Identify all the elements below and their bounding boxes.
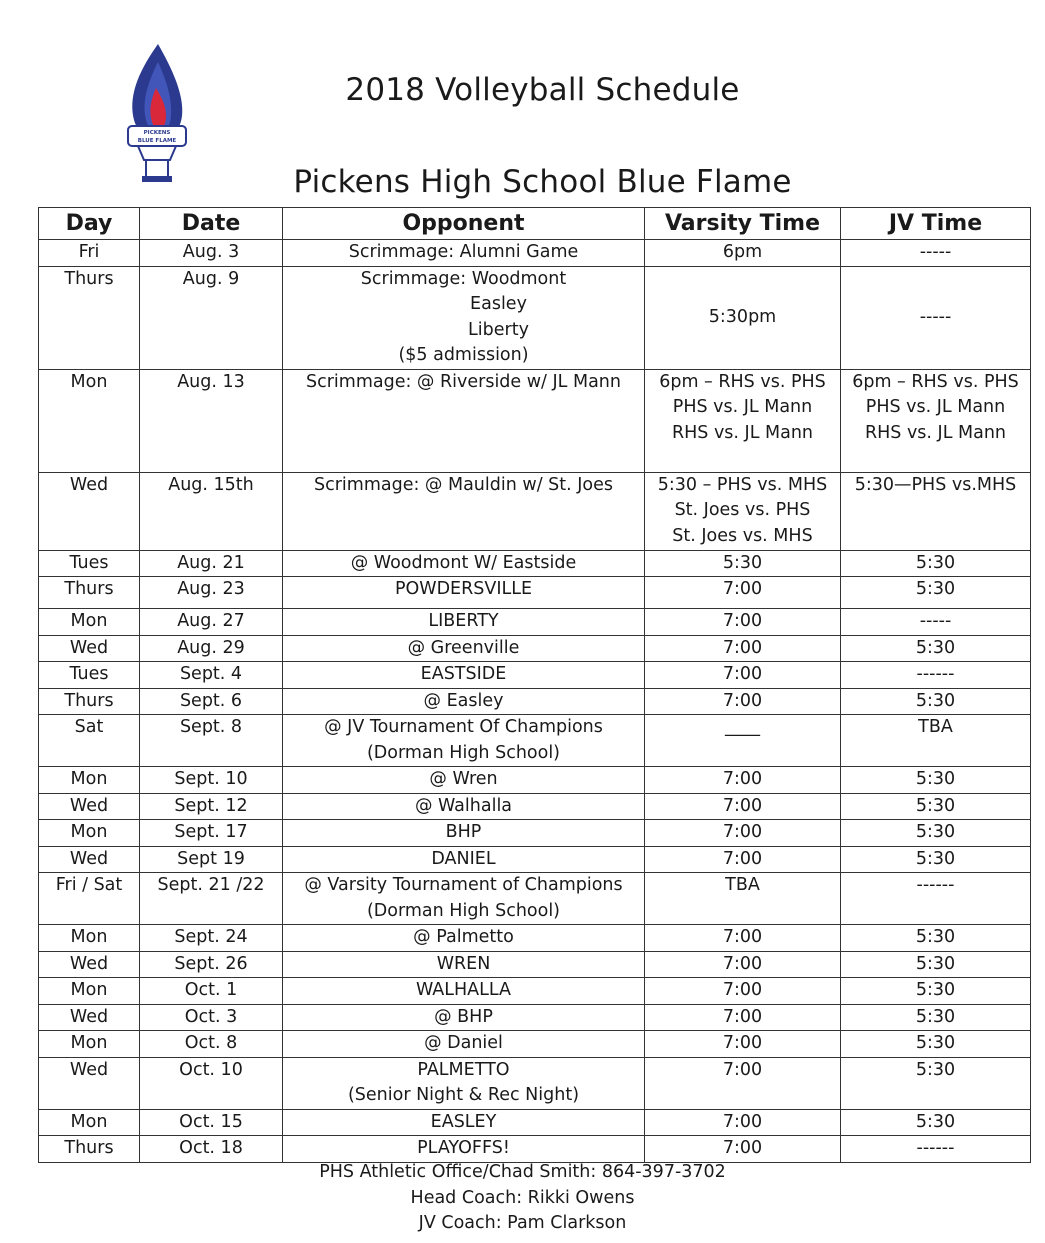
- jv-time-cell-line: ------: [916, 875, 955, 895]
- jv-time-cell-line: 5:30: [915, 579, 956, 599]
- date-cell: Sept 19: [140, 846, 283, 873]
- jv-time-cell-line: 5:30: [915, 1111, 956, 1132]
- opponent-cell-line: (Dorman High School): [366, 742, 561, 763]
- table-row: [39, 472, 1031, 550]
- varsity-time-cell: [645, 240, 841, 267]
- jv-time-cell-line: 5:30: [915, 690, 956, 711]
- table-row: [39, 688, 1031, 715]
- date-cell: Oct. 3: [140, 1004, 283, 1031]
- date-cell: Sept. 8: [140, 715, 283, 767]
- date-cell: Aug. 23: [140, 577, 283, 609]
- varsity-time-cell: [645, 266, 841, 369]
- jv-time-cell: [841, 1004, 1031, 1031]
- varsity-time-cell-line: 7:00: [722, 1138, 763, 1158]
- varsity-time-cell-line: 5:30 – PHS vs. MHS: [657, 474, 828, 495]
- table-row: [39, 1031, 1031, 1058]
- day-cell: Mon: [39, 820, 140, 847]
- jv-time-cell: [841, 577, 1031, 609]
- varsity-time-cell: [645, 369, 841, 472]
- opponent-cell: [283, 266, 645, 369]
- varsity-time-cell: [645, 715, 841, 767]
- opponent-cell-line: WALHALLA: [415, 980, 512, 1000]
- date-cell: Aug. 3: [140, 240, 283, 267]
- col-header-day: Day: [39, 208, 140, 240]
- jv-time-cell-line: 5:30: [915, 1059, 956, 1080]
- table-row: [39, 925, 1031, 952]
- logo-text: PICKENS: [143, 130, 171, 136]
- varsity-time-cell: [645, 820, 841, 847]
- jv-time-cell-line: 5:30: [915, 769, 956, 789]
- jv-time-cell: [841, 635, 1031, 662]
- date-cell: Oct. 15: [140, 1109, 283, 1136]
- day-cell: Mon: [39, 1031, 140, 1058]
- opponent-cell-line: Scrimmage: @ Mauldin w/ St. Joes: [313, 474, 614, 495]
- date-cell: Sept. 6: [140, 688, 283, 715]
- day-cell: Mon: [39, 925, 140, 952]
- day-cell: Mon: [39, 609, 140, 636]
- opponent-cell: [283, 635, 645, 662]
- varsity-time-cell: [645, 1031, 841, 1058]
- date-cell: Oct. 8: [140, 1031, 283, 1058]
- date-cell: Aug. 15th: [140, 472, 283, 550]
- date-cell: Aug. 21: [140, 550, 283, 577]
- date-cell: Sept. 17: [140, 820, 283, 847]
- jv-time-cell: [841, 925, 1031, 952]
- jv-time-cell: [841, 715, 1031, 767]
- varsity-time-cell-line: 7:00: [722, 927, 763, 947]
- col-header-date: Date: [140, 208, 283, 240]
- jv-time-cell-line: 5:30: [915, 552, 956, 573]
- opponent-cell-line: PLAYOFFS!: [417, 1138, 510, 1158]
- varsity-time-cell: [645, 846, 841, 873]
- date-cell: Oct. 10: [140, 1057, 283, 1109]
- opponent-cell: [283, 1109, 645, 1136]
- opponent-cell-line: @ Greenville: [407, 637, 520, 658]
- opponent-cell-line: LIBERTY: [428, 611, 499, 631]
- varsity-time-cell-line: 7:00: [722, 637, 763, 658]
- varsity-time-cell-line: 6pm: [722, 242, 763, 262]
- varsity-time-cell: [645, 688, 841, 715]
- varsity-time-cell: [645, 951, 841, 978]
- table-row: [39, 1057, 1031, 1109]
- opponent-cell: [283, 925, 645, 952]
- varsity-time-cell-line: ____: [725, 717, 760, 737]
- table-row: [39, 266, 1031, 369]
- opponent-cell: [283, 1136, 645, 1163]
- jv-time-cell-line: 5:30: [915, 1006, 956, 1027]
- jv-time-cell: [841, 1136, 1031, 1163]
- opponent-cell: [283, 609, 645, 636]
- opponent-cell-line: Scrimmage: Woodmont: [360, 268, 567, 289]
- table-row: [39, 550, 1031, 577]
- day-cell: Wed: [39, 793, 140, 820]
- opponent-cell: [283, 1031, 645, 1058]
- opponent-cell-line: @ Palmetto: [413, 927, 514, 947]
- varsity-time-cell: [645, 1136, 841, 1163]
- varsity-time-cell: [645, 1004, 841, 1031]
- opponent-cell-line: @ Walhalla: [414, 795, 513, 816]
- opponent-cell: [283, 715, 645, 767]
- table-row: [39, 951, 1031, 978]
- table-row: [39, 873, 1031, 925]
- table-row: [39, 1136, 1031, 1163]
- varsity-time-cell-line: 7:00: [722, 980, 763, 1000]
- table-row: [39, 978, 1031, 1005]
- varsity-time-cell: [645, 662, 841, 689]
- opponent-cell-line: WREN: [436, 953, 491, 974]
- varsity-time-cell-line: 7:00: [722, 1006, 763, 1027]
- jv-time-cell: [841, 978, 1031, 1005]
- opponent-cell: [283, 846, 645, 873]
- date-cell: Aug. 13: [140, 369, 283, 472]
- varsity-time-cell-line: 5:30: [722, 552, 763, 573]
- jv-time-cell-line: 5:30: [915, 637, 956, 658]
- opponent-cell-line: (Dorman High School): [366, 900, 561, 921]
- varsity-time-cell: [645, 767, 841, 794]
- opponent-cell-line: Easley: [470, 294, 527, 314]
- jv-time-cell: [841, 767, 1031, 794]
- day-cell: Fri / Sat: [39, 873, 140, 925]
- varsity-time-cell: [645, 925, 841, 952]
- jv-time-cell-line: -----: [919, 306, 952, 327]
- jv-time-cell: [841, 266, 1031, 369]
- jv-time-cell-line: 5:30: [915, 822, 956, 842]
- jv-time-cell-line: -----: [919, 242, 952, 262]
- varsity-time-cell-line: St. Joes vs. MHS: [672, 525, 813, 546]
- opponent-cell-line: @ BHP: [434, 1006, 493, 1027]
- day-cell: Mon: [39, 1109, 140, 1136]
- varsity-time-cell: [645, 550, 841, 577]
- opponent-cell-line: EASLEY: [430, 1111, 497, 1132]
- jv-time-cell-line: RHS vs. JL Mann: [864, 422, 1007, 443]
- contact-footer: [0, 1160, 1045, 1237]
- date-cell: Sept. 4: [140, 662, 283, 689]
- table-row: [39, 1109, 1031, 1136]
- varsity-time-cell-line: 7:00: [722, 1111, 763, 1132]
- table-row: [39, 715, 1031, 767]
- table-row: [39, 820, 1031, 847]
- table-header-row: [39, 208, 1031, 240]
- opponent-cell-line: EASTSIDE: [420, 664, 507, 684]
- jv-time-cell: [841, 662, 1031, 689]
- day-cell: Wed: [39, 951, 140, 978]
- opponent-cell: [283, 577, 645, 609]
- day-cell: Fri: [39, 240, 140, 267]
- day-cell: Wed: [39, 846, 140, 873]
- opponent-cell: [283, 820, 645, 847]
- opponent-cell-line: @ Varsity Tournament of Champions: [304, 875, 623, 895]
- opponent-cell-line: POWDERSVILLE: [394, 579, 533, 599]
- table-row: [39, 662, 1031, 689]
- svg-text:BLUE FLAME: BLUE FLAME: [137, 138, 177, 144]
- jv-time-cell-line: 5:30—PHS vs.MHS: [854, 474, 1017, 495]
- table-row: [39, 577, 1031, 609]
- jv-time-cell: [841, 873, 1031, 925]
- table-row: [39, 1004, 1031, 1031]
- jv-time-cell: [841, 609, 1031, 636]
- varsity-time-cell-line: 7:00: [722, 1059, 763, 1080]
- table-row: [39, 369, 1031, 472]
- jv-time-cell: [841, 1057, 1031, 1109]
- day-cell: Thurs: [39, 688, 140, 715]
- opponent-cell-line: @ Woodmont W/ Eastside: [350, 552, 577, 573]
- varsity-time-cell-line: 7:00: [722, 769, 763, 789]
- jv-time-cell: [841, 846, 1031, 873]
- varsity-time-cell-line: 7:00: [722, 690, 763, 711]
- varsity-time-cell-line: 7:00: [722, 848, 763, 869]
- varsity-time-cell: [645, 978, 841, 1005]
- day-cell: Wed: [39, 1004, 140, 1031]
- blue-flame-logo: [118, 42, 196, 184]
- varsity-time-cell-line: 7:00: [722, 664, 763, 684]
- jv-time-cell-line: PHS vs. JL Mann: [865, 397, 1006, 417]
- jv-time-cell-line: 5:30: [915, 795, 956, 816]
- col-header-jv-time: JV Time: [841, 208, 1031, 240]
- date-cell: Aug. 9: [140, 266, 283, 369]
- opponent-cell-line: Scrimmage: @ Riverside w/ JL Mann: [305, 371, 621, 392]
- opponent-cell-line: @ Wren: [429, 769, 498, 789]
- opponent-cell: [283, 240, 645, 267]
- opponent-cell-line: @ Easley: [423, 690, 504, 711]
- day-cell: Wed: [39, 472, 140, 550]
- jv-time-cell-line: 5:30: [915, 953, 956, 974]
- date-cell: Oct. 1: [140, 978, 283, 1005]
- opponent-cell-line: PALMETTO: [417, 1059, 510, 1080]
- varsity-time-cell: [645, 793, 841, 820]
- jv-time-cell: [841, 820, 1031, 847]
- day-cell: Thurs: [39, 577, 140, 609]
- day-cell: Thurs: [39, 266, 140, 369]
- varsity-time-cell-line: TBA: [725, 875, 760, 895]
- day-cell: Mon: [39, 369, 140, 472]
- varsity-time-cell: [645, 1109, 841, 1136]
- varsity-time-cell: [645, 609, 841, 636]
- jv-time-cell: [841, 688, 1031, 715]
- date-cell: Aug. 29: [140, 635, 283, 662]
- date-cell: Aug. 27: [140, 609, 283, 636]
- varsity-time-cell-line: 7:00: [722, 953, 763, 974]
- opponent-cell-line: DANIEL: [431, 848, 496, 869]
- day-cell: Wed: [39, 635, 140, 662]
- varsity-time-cell-line: 5:30pm: [708, 306, 777, 327]
- schedule-table: [38, 207, 1031, 1163]
- day-cell: Mon: [39, 978, 140, 1005]
- opponent-cell-line: @ JV Tournament Of Champions: [324, 717, 603, 737]
- jv-time-cell-line: 5:30: [915, 1033, 956, 1053]
- varsity-time-cell: [645, 472, 841, 550]
- varsity-time-cell-line: 7:00: [722, 795, 763, 816]
- jv-time-cell-line: -----: [919, 611, 952, 631]
- day-cell: Thurs: [39, 1136, 140, 1163]
- varsity-time-cell: [645, 577, 841, 609]
- opponent-cell: [283, 767, 645, 794]
- page-title: 2018 Volleyball Schedule: [345, 72, 740, 108]
- jv-coach: JV Coach: Pam Clarkson: [418, 1213, 627, 1233]
- opponent-cell-line: ($5 admission): [398, 345, 529, 365]
- date-cell: Sept. 10: [140, 767, 283, 794]
- date-cell: Oct. 18: [140, 1136, 283, 1163]
- varsity-time-cell-line: RHS vs. JL Mann: [671, 422, 814, 443]
- jv-time-cell: [841, 951, 1031, 978]
- varsity-time-cell: [645, 873, 841, 925]
- date-cell: Sept. 21 /22: [140, 873, 283, 925]
- jv-time-cell-line: TBA: [918, 717, 953, 737]
- table-row: [39, 767, 1031, 794]
- varsity-time-cell: [645, 1057, 841, 1109]
- varsity-time-cell-line: 7:00: [722, 822, 763, 842]
- jv-time-cell: [841, 793, 1031, 820]
- table-row: [39, 635, 1031, 662]
- opponent-cell: [283, 1004, 645, 1031]
- opponent-cell: [283, 873, 645, 925]
- jv-time-cell: [841, 472, 1031, 550]
- jv-time-cell-line: ------: [916, 1138, 955, 1158]
- jv-time-cell: [841, 550, 1031, 577]
- opponent-cell-line: (Senior Night & Rec Night): [347, 1085, 580, 1105]
- head-coach: Head Coach: Rikki Owens: [410, 1187, 635, 1208]
- varsity-time-cell-line: 7:00: [722, 611, 763, 631]
- opponent-cell: [283, 978, 645, 1005]
- opponent-cell-line: @ Daniel: [424, 1033, 503, 1053]
- jv-time-cell: [841, 240, 1031, 267]
- opponent-cell: [283, 951, 645, 978]
- varsity-time-cell-line: PHS vs. JL Mann: [672, 397, 813, 417]
- opponent-cell-line: Scrimmage: Alumni Game: [348, 242, 579, 262]
- table-row: [39, 240, 1031, 267]
- jv-time-cell-line: 5:30: [915, 848, 956, 869]
- day-cell: Tues: [39, 550, 140, 577]
- opponent-cell-line: BHP: [445, 822, 482, 842]
- opponent-cell: [283, 472, 645, 550]
- day-cell: Tues: [39, 662, 140, 689]
- opponent-cell: [283, 550, 645, 577]
- day-cell: Wed: [39, 1057, 140, 1109]
- date-cell: Sept. 24: [140, 925, 283, 952]
- day-cell: Mon: [39, 767, 140, 794]
- table-row: [39, 793, 1031, 820]
- varsity-time-cell-line: St. Joes vs. PHS: [674, 500, 811, 520]
- opponent-cell-line: Liberty: [468, 319, 529, 340]
- opponent-cell: [283, 369, 645, 472]
- table-row: [39, 609, 1031, 636]
- date-cell: Sept. 12: [140, 793, 283, 820]
- varsity-time-cell-line: 6pm – RHS vs. PHS: [659, 371, 826, 392]
- jv-time-cell-line: ------: [916, 664, 955, 684]
- varsity-time-cell: [645, 635, 841, 662]
- athletic-office-contact: PHS Athletic Office/Chad Smith: 864-397-3702: [319, 1162, 726, 1182]
- date-cell: Sept. 26: [140, 951, 283, 978]
- opponent-cell: [283, 688, 645, 715]
- page-subtitle: Pickens High School Blue Flame: [293, 164, 792, 200]
- jv-time-cell: [841, 1109, 1031, 1136]
- col-header-varsity-time: Varsity Time: [645, 208, 841, 240]
- jv-time-cell-line: 5:30: [915, 927, 956, 947]
- varsity-time-cell-line: 7:00: [722, 579, 763, 599]
- opponent-cell: [283, 662, 645, 689]
- day-cell: Sat: [39, 715, 140, 767]
- jv-time-cell-line: 5:30: [915, 980, 956, 1000]
- jv-time-cell: [841, 369, 1031, 472]
- opponent-cell: [283, 1057, 645, 1109]
- jv-time-cell: [841, 1031, 1031, 1058]
- opponent-cell: [283, 793, 645, 820]
- col-header-opponent: Opponent: [283, 208, 645, 240]
- table-row: [39, 846, 1031, 873]
- jv-time-cell-line: 6pm – RHS vs. PHS: [852, 371, 1019, 392]
- varsity-time-cell-line: 7:00: [722, 1033, 763, 1053]
